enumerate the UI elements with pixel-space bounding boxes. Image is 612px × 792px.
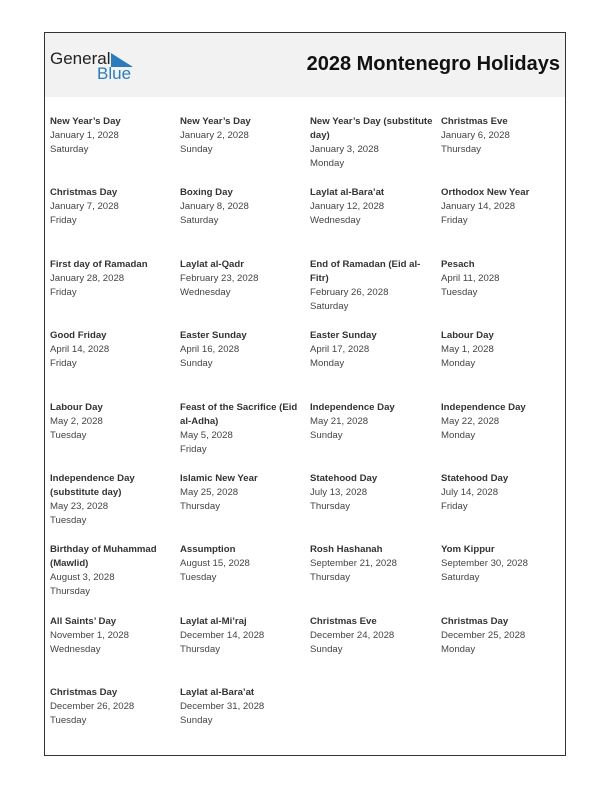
holiday-name: Laylat al-Mi’raj (180, 615, 247, 627)
holiday-date: January 28, 2028 (50, 272, 125, 284)
holiday-name: All Saints’ Day (50, 615, 117, 627)
holiday-weekday: Saturday (310, 300, 349, 312)
holiday-name: First day of Ramadan (50, 258, 148, 270)
holiday-date: February 23, 2028 (180, 272, 259, 284)
holiday-date: January 6, 2028 (441, 130, 510, 141)
holiday-name: Boxing Day (180, 187, 233, 199)
holiday-weekday: Saturday (441, 572, 480, 584)
holiday-entry (50, 472, 180, 543)
holiday-date: July 13, 2028 (310, 486, 368, 498)
holiday-name: Christmas Eve (310, 615, 377, 627)
holiday-date: May 25, 2028 (180, 486, 239, 498)
holiday-name: Good Friday (50, 330, 107, 342)
holiday-entry (50, 115, 180, 186)
holiday-weekday: Wednesday (180, 286, 231, 298)
holiday-entry (50, 543, 180, 614)
holiday-name: Labour Day (441, 330, 494, 342)
holiday-entry (50, 401, 180, 472)
holiday-entry (441, 615, 562, 686)
holiday-name: Yom Kippur (441, 544, 495, 556)
holiday-name: End of Ramadan (Eid al-Fitr) (310, 258, 421, 284)
holiday-date: December 24, 2028 (310, 629, 395, 641)
holiday-name: Feast of the Sacrifice (Eid al-Adha) (180, 401, 298, 427)
holiday-name: Laylat al-Bara’at (310, 187, 385, 199)
page-title: 2028 Montenegro Holidays (306, 53, 560, 75)
holiday-weekday: Sunday (310, 429, 343, 441)
holiday-date: January 1, 2028 (50, 130, 119, 141)
holiday-date: May 23, 2028 (50, 500, 109, 512)
holiday-entry (310, 472, 441, 543)
holiday-weekday: Thursday (310, 572, 350, 584)
holiday-name: Christmas Eve (441, 116, 508, 127)
holiday-weekday: Thursday (441, 144, 481, 155)
holiday-entry (180, 258, 310, 329)
generalblue-logo[interactable] (50, 49, 140, 85)
holiday-name: Christmas Day (50, 687, 118, 699)
holiday-date: May 21, 2028 (310, 415, 369, 427)
holiday-weekday: Sunday (180, 144, 213, 155)
holiday-weekday: Tuesday (50, 429, 87, 441)
holiday-entry (180, 115, 310, 186)
holiday-date: July 14, 2028 (441, 486, 499, 498)
holiday-weekday: Tuesday (180, 572, 217, 584)
holiday-weekday: Friday (50, 215, 77, 227)
holiday-name: New Year’s Day (180, 116, 251, 127)
holiday-name: Labour Day (50, 401, 103, 413)
holiday-weekday: Tuesday (441, 286, 478, 298)
holiday-date: September 21, 2028 (310, 558, 397, 570)
holiday-weekday: Sunday (310, 643, 343, 655)
holiday-name: Assumption (180, 544, 236, 556)
holiday-entry (50, 615, 180, 686)
holiday-date: April 17, 2028 (310, 344, 370, 356)
holiday-entry (441, 329, 562, 400)
holiday-name: Easter Sunday (310, 330, 377, 342)
holiday-entry (441, 401, 562, 472)
holiday-entry (50, 258, 180, 329)
holiday-weekday: Wednesday (50, 643, 101, 655)
holiday-weekday: Thursday (180, 643, 220, 655)
holiday-weekday: Friday (180, 443, 207, 455)
holiday-entry (50, 686, 180, 756)
holiday-date: December 14, 2028 (180, 629, 265, 641)
holiday-entry (441, 472, 562, 543)
holiday-entry (50, 329, 180, 400)
holiday-weekday: Sunday (180, 715, 213, 727)
holiday-date: January 2, 2028 (180, 130, 249, 141)
holiday-date: May 1, 2028 (441, 344, 494, 356)
holiday-name: New Year’s Day (substitute day) (310, 116, 433, 141)
holiday-entry (180, 615, 310, 686)
holiday-entry (441, 186, 562, 257)
holiday-name: Islamic New Year (180, 472, 258, 484)
holiday-weekday: Sunday (180, 358, 213, 370)
holiday-date: November 1, 2028 (50, 629, 129, 641)
holiday-entry (310, 258, 441, 329)
holiday-weekday: Friday (441, 215, 468, 227)
calendar-page (44, 32, 566, 756)
holiday-weekday: Monday (441, 358, 476, 370)
holiday-weekday: Tuesday (50, 715, 87, 727)
holiday-weekday: Thursday (50, 586, 90, 598)
holiday-weekday: Friday (50, 286, 77, 298)
holiday-date: January 7, 2028 (50, 201, 119, 213)
holiday-entry (441, 543, 562, 614)
holiday-entry (310, 186, 441, 257)
holiday-name: Statehood Day (310, 472, 378, 484)
holiday-date: May 5, 2028 (180, 429, 233, 441)
holiday-date: August 3, 2028 (50, 572, 115, 584)
holiday-weekday: Monday (310, 158, 345, 169)
holiday-name: Laylat al-Bara’at (180, 687, 255, 699)
holiday-weekday: Friday (50, 358, 77, 370)
holiday-date: September 30, 2028 (441, 558, 528, 570)
holiday-date: December 26, 2028 (50, 701, 135, 713)
holiday-weekday: Thursday (180, 500, 220, 512)
holiday-grid (50, 115, 562, 756)
holiday-date: May 22, 2028 (441, 415, 500, 427)
holiday-date: May 2, 2028 (50, 415, 103, 427)
holiday-name: Independence Day (441, 401, 526, 413)
holiday-name: New Year’s Day (50, 116, 121, 127)
holiday-entry (441, 115, 562, 186)
holiday-date: April 11, 2028 (441, 272, 500, 284)
header-band (45, 33, 565, 97)
logo-text-blue: Blue (97, 64, 132, 83)
holiday-weekday: Saturday (180, 215, 219, 227)
holiday-name: Pesach (441, 258, 475, 270)
holiday-name: Orthodox New Year (441, 187, 530, 199)
holiday-name: Easter Sunday (180, 330, 247, 342)
holiday-name: Rosh Hashanah (310, 544, 383, 556)
holiday-weekday: Monday (310, 358, 345, 370)
holiday-entry (50, 186, 180, 257)
holiday-name: Christmas Day (50, 187, 118, 199)
holiday-name: Christmas Day (441, 615, 509, 627)
holiday-weekday: Tuesday (50, 514, 87, 526)
holiday-name: Independence Day (substitute day) (50, 472, 135, 498)
holiday-entry (180, 186, 310, 257)
holiday-date: April 16, 2028 (180, 344, 240, 356)
holiday-weekday: Saturday (50, 144, 89, 155)
holiday-entry (180, 401, 310, 472)
holiday-date: January 8, 2028 (180, 201, 249, 213)
holiday-date: February 26, 2028 (310, 286, 389, 298)
holiday-entry (310, 401, 441, 472)
holiday-weekday: Monday (441, 429, 476, 441)
holiday-weekday: Wednesday (310, 215, 361, 227)
holiday-name: Laylat al-Qadr (180, 258, 244, 270)
holiday-entry (180, 472, 310, 543)
holiday-date: January 3, 2028 (310, 144, 379, 155)
holiday-date: August 15, 2028 (180, 558, 250, 570)
holiday-entry (180, 686, 310, 756)
logo-text-general: General (50, 49, 111, 68)
holiday-date: January 14, 2028 (441, 201, 516, 213)
holiday-date: January 12, 2028 (310, 201, 385, 213)
holiday-entry (310, 615, 441, 686)
holiday-weekday: Thursday (310, 500, 350, 512)
holiday-name: Statehood Day (441, 472, 509, 484)
holiday-name: Independence Day (310, 401, 395, 413)
holiday-weekday: Monday (441, 643, 476, 655)
holiday-date: December 31, 2028 (180, 701, 265, 713)
holiday-weekday: Friday (441, 500, 468, 512)
holiday-date: April 14, 2028 (50, 344, 110, 356)
holiday-entry (310, 329, 441, 400)
holiday-entry (310, 115, 441, 186)
holiday-entry (180, 329, 310, 400)
holiday-name: Birthday of Muhammad (Mawlid) (50, 544, 157, 570)
holiday-entry (180, 543, 310, 614)
holiday-entry (310, 543, 441, 614)
holiday-date: December 25, 2028 (441, 629, 526, 641)
holiday-entry (441, 258, 562, 329)
